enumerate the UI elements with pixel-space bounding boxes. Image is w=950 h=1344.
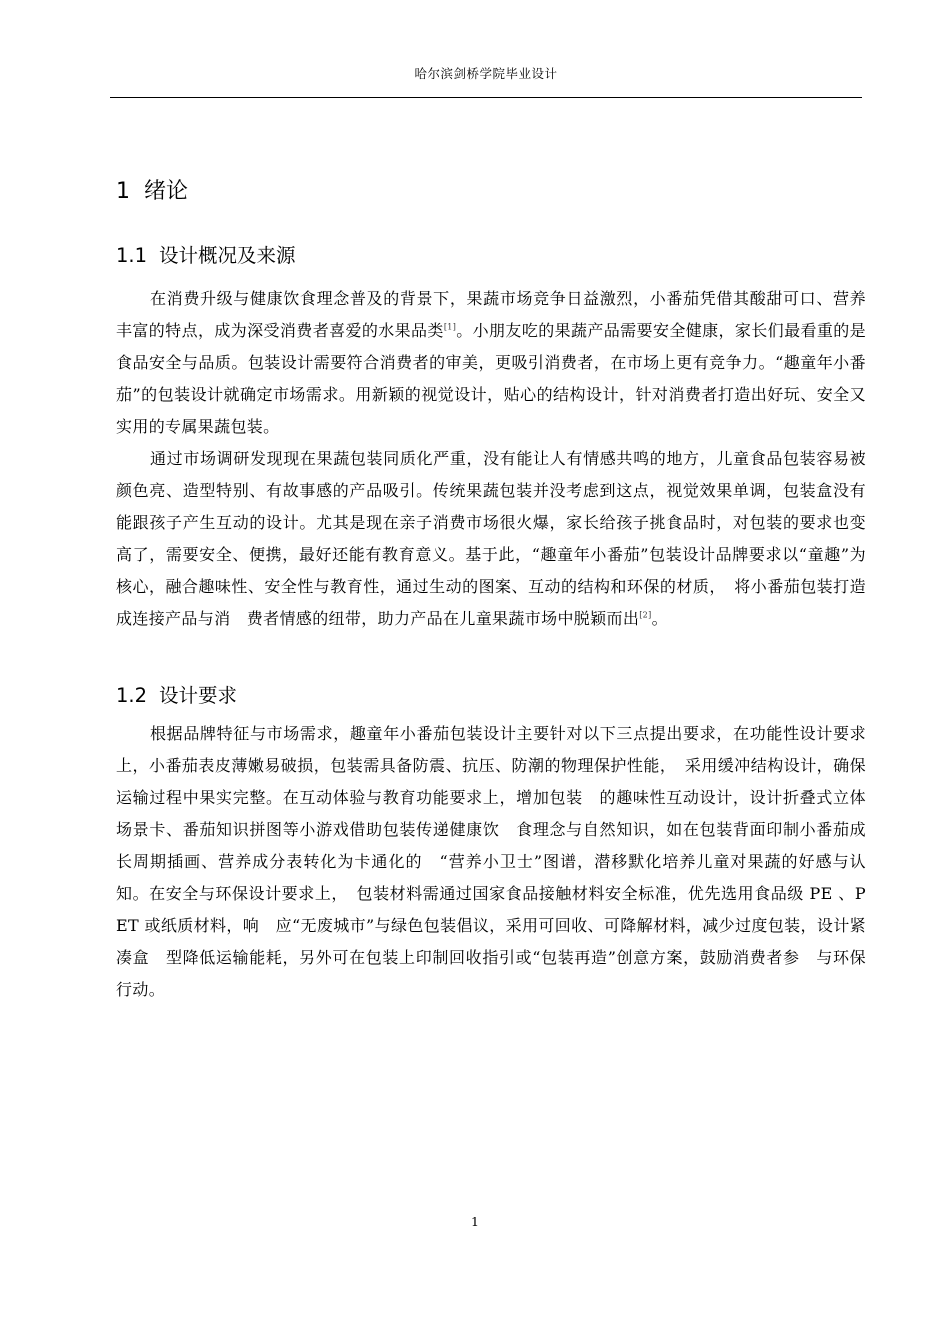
chapter-title-text: 绪论 [144, 179, 189, 204]
section-title-text: 设计概况及来源 [159, 244, 296, 267]
page-number: 1 [471, 1214, 479, 1229]
paragraph-overview-2 [116, 443, 866, 635]
section-title-1-1 [116, 240, 296, 268]
citation-1: [1] [443, 322, 457, 332]
paragraph-text: 。 [651, 609, 668, 628]
paragraph-requirements [116, 718, 866, 1006]
chapter-number: 1 [116, 179, 130, 204]
paragraph-text: 通过市场调研发现现在果蔬包装同质化严重，没有能让人有情感共鸣的地方，儿童食品包装容易被颜色亮、造型特别、有故事感的产品吸引。传统果蔬包装并没考虑到这点，视觉效果单调，包装盒没有能跟孩子产生互动的设计。尤其是现在亲子消费市场很火爆，家长给孩子挑食品时，对包装的要求也变高了，需要安全、便携，最好还能有教育意义。基于此，“趣童年小番茄”包装设计品牌要求以“童趣”为核心，融合趣味性、安全性与教育性，通过生动的图案、互动的结构和环保的材质， 将小番茄包装打造成连接产品与消 费者情感的纽带，助力产品在儿童果蔬市场中脱颖而出 [116, 449, 866, 628]
section-title-text: 设计要求 [159, 684, 238, 707]
section-number: 1.2 [116, 684, 148, 707]
paragraph-text: 。小朋友吃的果蔬产品需要安全健康，家长们最看重的是食品安全与品质。包装设计需要符合消费者的审美，更吸引消费者，在市场上更有竞争力。“趣童年小番茄”的包装设计就确定市场需求。用新颖的视觉设计，贴心的结构设计，针对消费者打造出好玩、安全又实用的专属果蔬包装。 [116, 321, 866, 436]
paragraph-text: 在消费升级与健康饮食理念普及的背景下，果蔬市场竞争日益激烈，小番茄凭借其酸甜可口、营养丰富的特点，成为深受消费者喜爱的水果品类 [116, 289, 866, 340]
paragraph-text: 根据品牌特征与市场需求，趣童年小番茄包装设计主要针对以下三点提出要求，在功能性设计要求上，小番茄表皮薄嫩易破损，包装需具备防震、抗压、防潮的物理保护性能， 采用缓冲结构设计，确保运输过程中果实完整。在互动体验与教育功能要求上，增加包装 的趣味性互动设计，设计折叠式立体场景卡、番茄知识拼图等小游戏借助包装传递健康饮 食理念与自然知识，如在包装背面印制小番茄成长周期插画、营养成分表转化为卡通化的 “营养小卫士”图谱，潜移默化培养儿童对果蔬的好感与认知。在安全与环保设计要求上， 包装材料需通过国家食品接触材料安全标准，优先选用食品级 PE 、PET 或纸质材料，响 应“无废城市”与绿色包装倡议，采用可回收、可降解材料，减少过度包装，设计紧凑盒 型降低运输能耗，另外可在包装上印制回收指引或“包装再造”创意方案，鼓励消费者参 与环保行动。 [116, 724, 866, 999]
section-number: 1.1 [116, 244, 148, 267]
chapter-title [116, 174, 188, 205]
header-divider [110, 97, 862, 98]
section-title-1-2 [116, 680, 237, 708]
paragraph-overview-1 [116, 283, 866, 443]
citation-2: [2] [639, 610, 652, 620]
page-header: 哈尔滨剑桥学院毕业设计 [414, 66, 558, 81]
